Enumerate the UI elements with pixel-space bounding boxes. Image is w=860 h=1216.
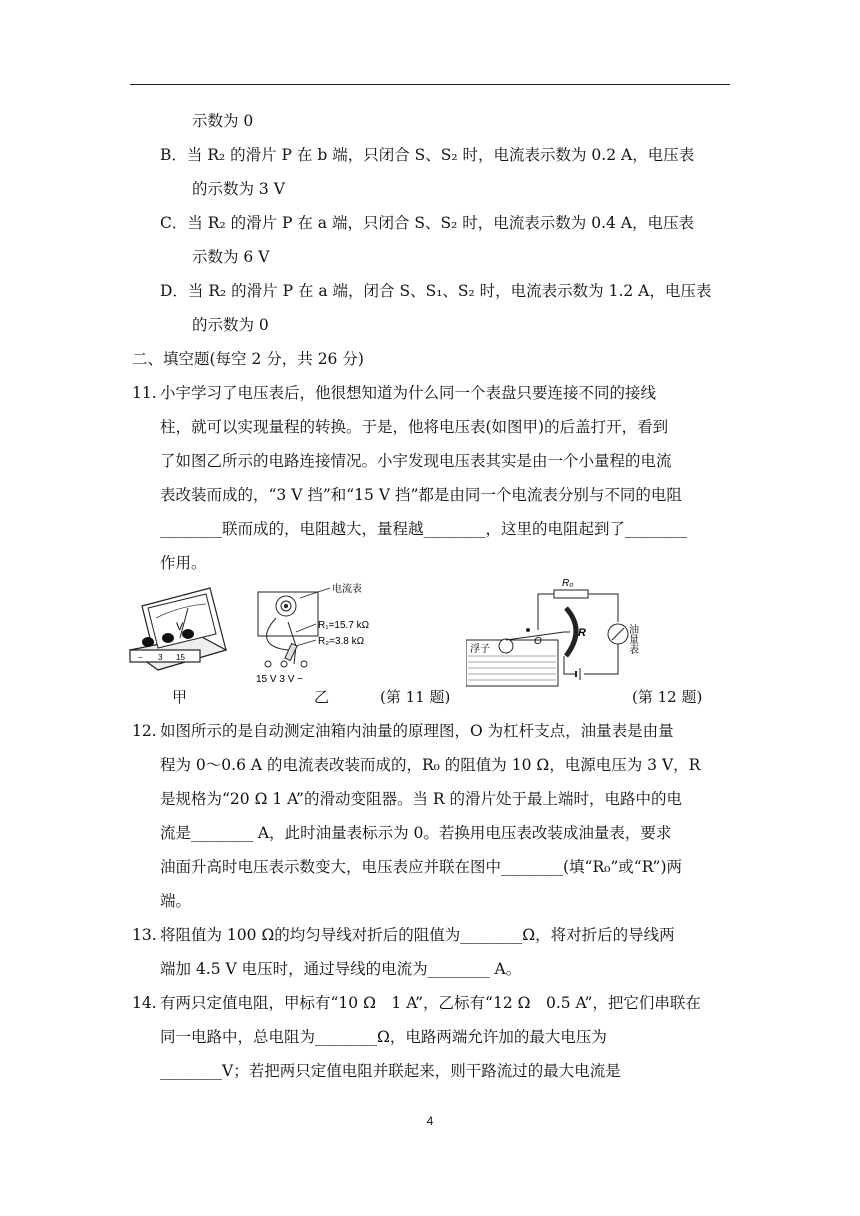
header-rule xyxy=(130,84,730,85)
page-number: 4 xyxy=(426,1114,434,1128)
caption-jia: 甲 xyxy=(172,688,188,706)
svg-text:R₀: R₀ xyxy=(562,578,574,589)
option-c-line1: C．当 R₂ 的滑片 P 在 a 端，只闭合 S、S₂ 时，电流表示数为 0.4 A，电压表 xyxy=(160,214,694,232)
question-13-line1 xyxy=(132,925,675,945)
question-11-line3: 了如图乙所示的电路连接情况。小宇发现电压表其实是由一个小量程的电流 xyxy=(160,452,672,470)
question-text: 小宇学习了电压表后，他很想知道为什么同一个表盘只要连接不同的接线 xyxy=(160,384,657,402)
question-number: 13. xyxy=(132,926,157,944)
question-12-line1 xyxy=(132,721,674,741)
question-text: 有两只定值电阻，甲标有“10 Ω 1 A”，乙标有“12 Ω 0.5 A”，把它们串联在 xyxy=(160,994,701,1012)
question-11-line4: 表改装而成的，“3 V 挡”和“15 V 挡”都是由同一个电流表分别与不同的电阻 xyxy=(160,486,682,504)
svg-text:浮子: 浮子 xyxy=(470,644,490,655)
question-11-line1 xyxy=(132,383,656,403)
question-14-line1 xyxy=(132,993,701,1013)
svg-text:R₁=15.7 kΩ: R₁=15.7 kΩ xyxy=(318,620,370,631)
svg-text:O: O xyxy=(534,636,542,647)
option-c-line2: 示数为 6 V xyxy=(192,248,270,266)
dial-letter: V xyxy=(176,621,184,633)
question-14-line3: ________V；若把两只定值电阻并联起来，则干路流过的最大电流是 xyxy=(160,1062,621,1080)
question-11-line6: 作用。 xyxy=(160,554,207,572)
caption-fig12: (第 12 题) xyxy=(632,688,703,706)
figures-row xyxy=(128,578,732,708)
question-text: 将阻值为 100 Ω的均匀导线对折后的阻值为________Ω，将对折后的导线两 xyxy=(160,926,675,944)
gauge-label: 油量表 xyxy=(626,624,638,654)
svg-text:R: R xyxy=(578,627,586,639)
question-12-line5: 油面升高时电压表示数变大，电压表应并联在图中________(填“R₀”或“R”)两 xyxy=(160,858,682,876)
question-11-line5: ________联而成的，电阻越大，量程越________，这里的电阻起到了________ xyxy=(160,520,688,538)
question-number: 12. xyxy=(132,722,157,740)
caption-fig11: (第 11 题) xyxy=(380,688,451,706)
svg-text:电流表: 电流表 xyxy=(332,584,362,595)
question-13-line2: 端加 4.5 V 电压时，通过导线的电流为________ A。 xyxy=(160,960,522,978)
option-d-line2: 的示数为 0 xyxy=(192,316,269,334)
svg-text:15: 15 xyxy=(176,653,185,662)
question-text: 如图所示的是自动测定油箱内油量的原理图，O 为杠杆支点，油量表是由量 xyxy=(160,722,674,740)
svg-text:3: 3 xyxy=(158,653,163,662)
question-number: 11. xyxy=(132,384,157,402)
caption-yi: 乙 xyxy=(314,688,330,706)
svg-text:R₂=3.8 kΩ: R₂=3.8 kΩ xyxy=(318,636,365,647)
svg-text:15 V 3 V −: 15 V 3 V − xyxy=(256,674,303,685)
svg-text:−: − xyxy=(138,653,143,662)
question-12-line4: 流是________ A，此时油量表标示为 0。若换用电压表改装成油量表，要求 xyxy=(160,824,672,842)
question-14-line2: 同一电路中，总电阻为________Ω，电路两端允许加的最大电压为 xyxy=(160,1028,607,1046)
question-number: 14. xyxy=(132,994,157,1012)
voltmeter-internal-figure xyxy=(248,578,388,688)
fuel-gauge-figure xyxy=(466,578,666,688)
section-heading: 二、填空题(每空 2 分，共 26 分) xyxy=(132,350,364,368)
option-d-line1: D．当 R₂ 的滑片 P 在 a 端，闭合 S、S₁、S₂ 时，电流表示数为 1.2 A，电压表 xyxy=(160,282,712,300)
option-a-tail: 示数为 0 xyxy=(192,112,254,130)
question-12-line3: 是规格为“20 Ω 1 A”的滑动变阻器。当 R 的滑片处于最上端时，电路中的电 xyxy=(160,790,683,808)
option-b-line1: B．当 R₂ 的滑片 P 在 b 端，只闭合 S、S₂ 时，电流表示数为 0.2 A，电压表 xyxy=(160,146,695,164)
option-b-line2: 的示数为 3 V xyxy=(192,180,285,198)
question-11-line2: 柱，就可以实现量程的转换。于是，他将电压表(如图甲)的后盖打开，看到 xyxy=(160,418,669,436)
question-12-line6: 端。 xyxy=(160,892,192,910)
question-12-line2: 程为 0～0.6 A 的电流表改装而成的，R₀ 的阻值为 10 Ω，电源电压为 3 V，R xyxy=(160,756,701,774)
voltmeter-figure xyxy=(128,578,228,676)
